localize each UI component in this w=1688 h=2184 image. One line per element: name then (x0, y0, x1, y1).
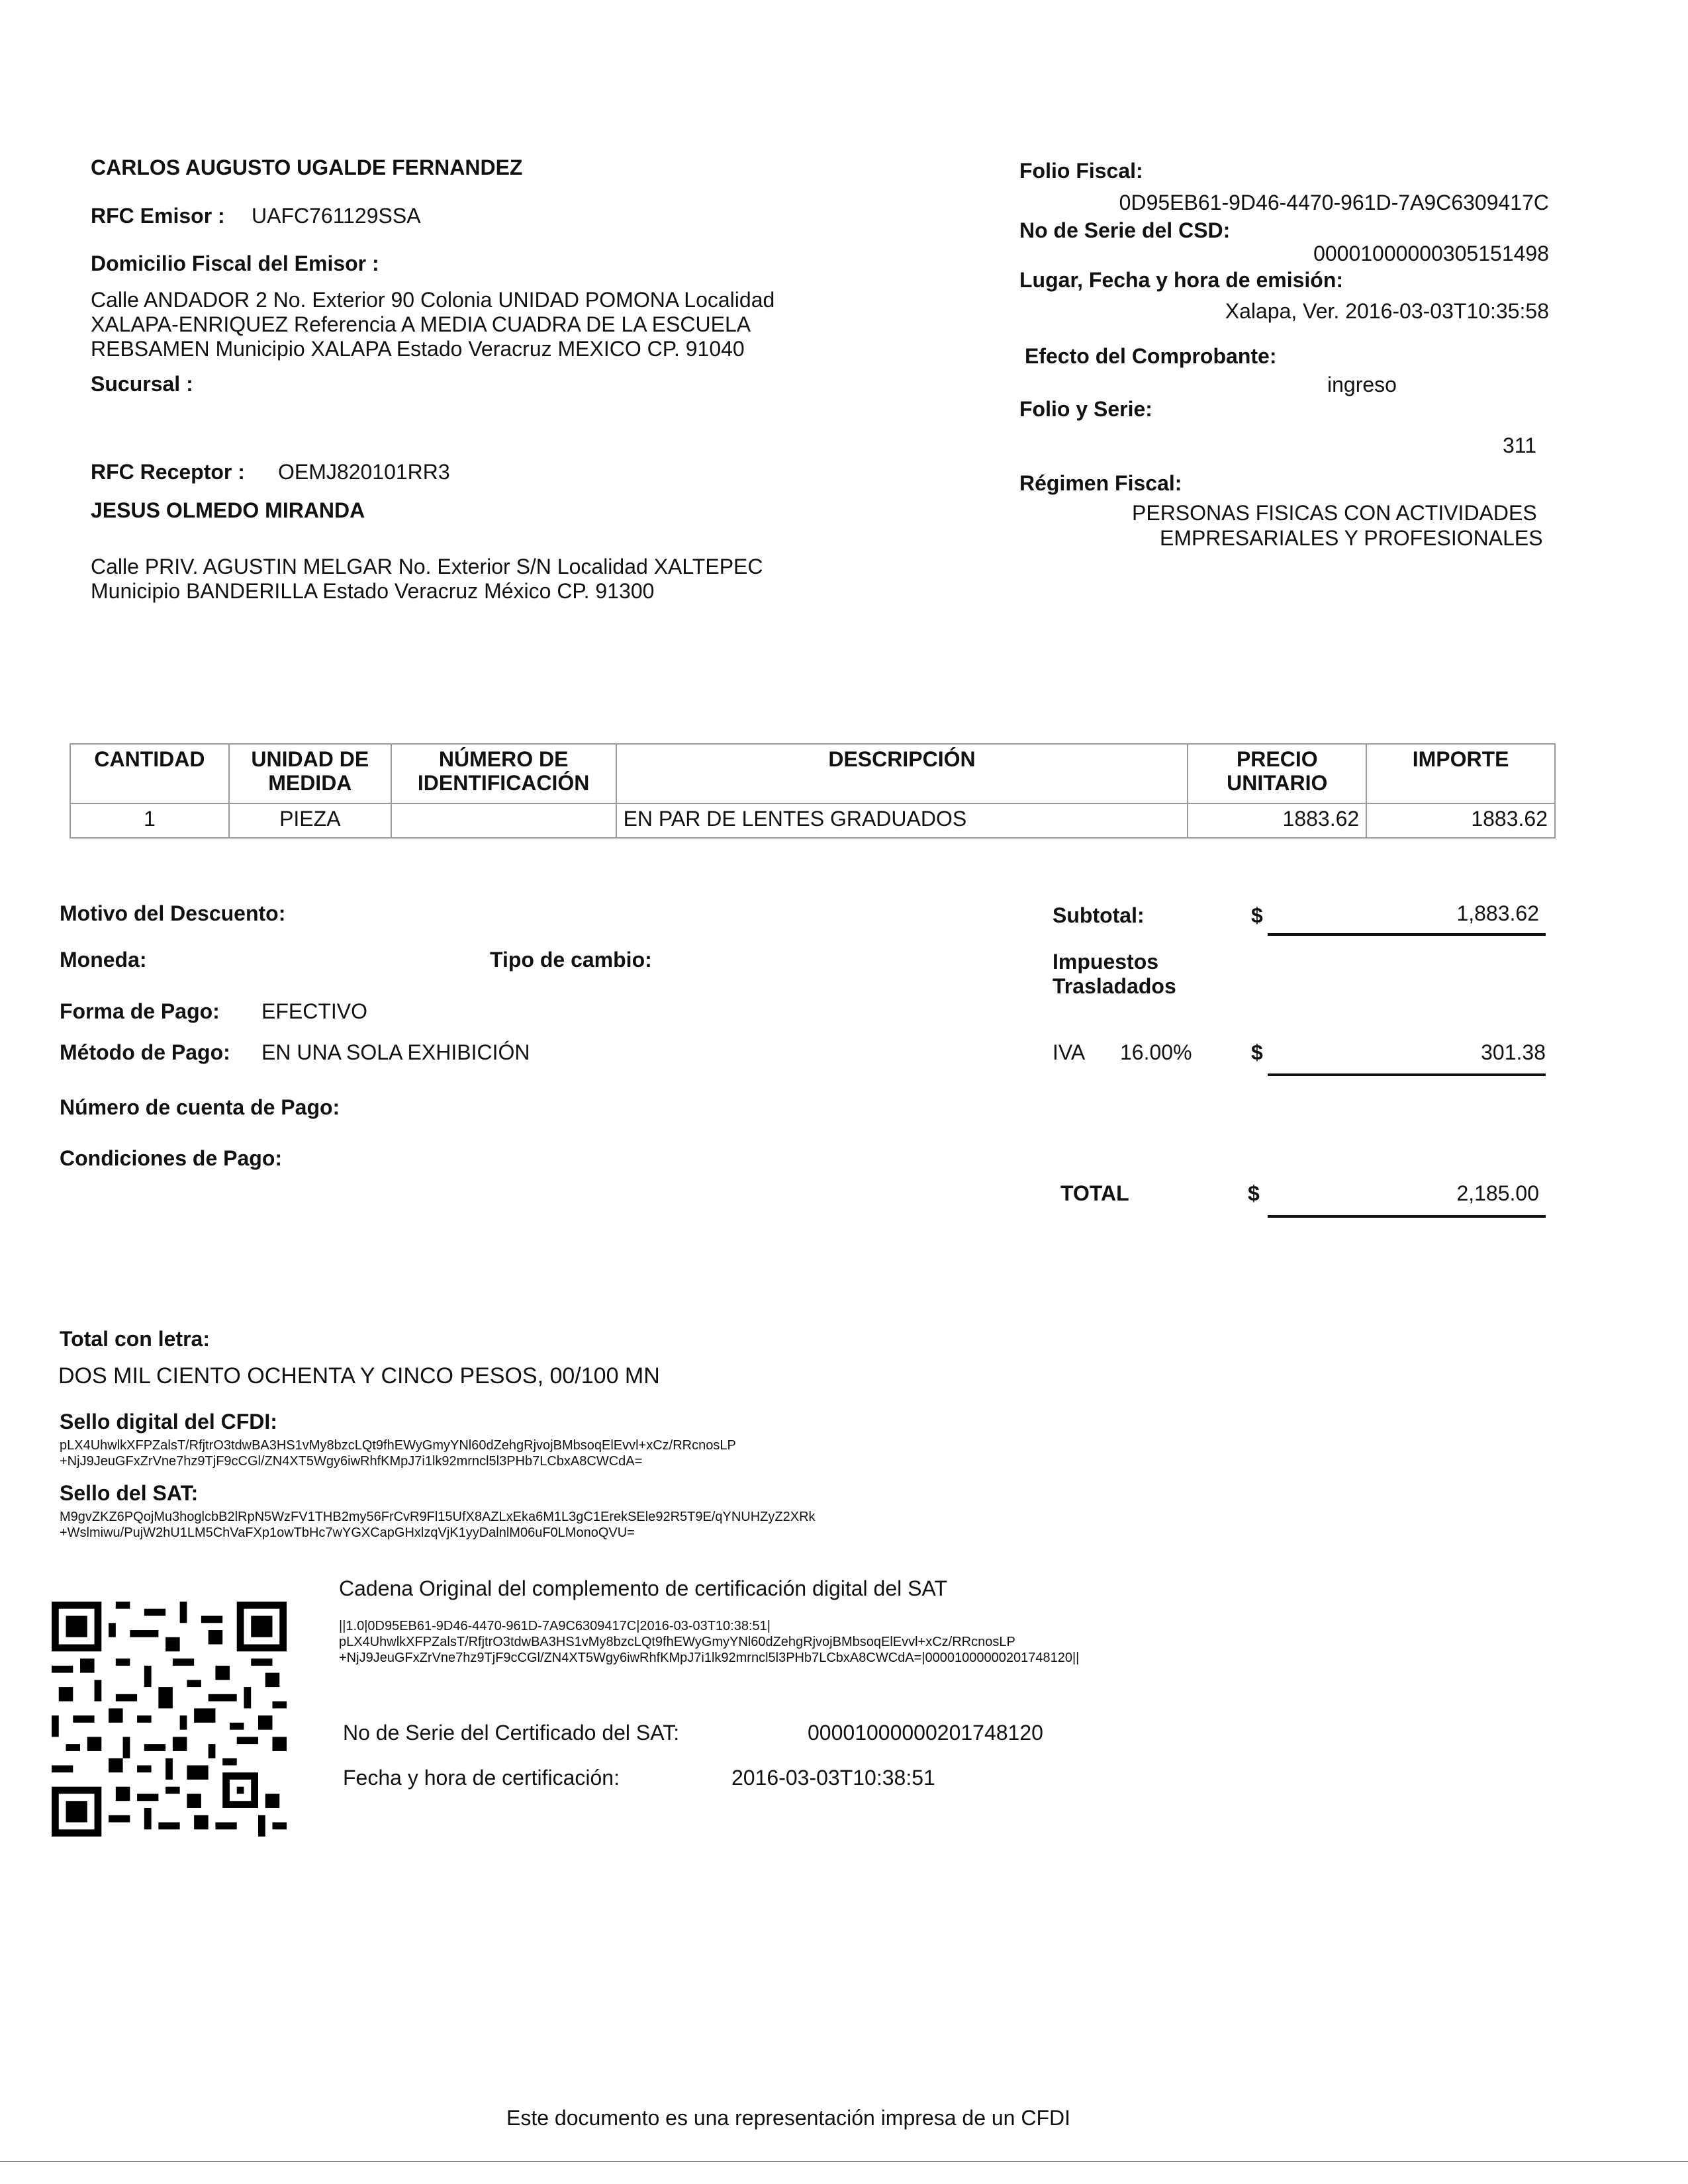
regimen-line-1: PERSONAS FISICAS CON ACTIVIDADES (1132, 501, 1537, 525)
subtotal-underline (1268, 933, 1546, 936)
header-precio: PRECIO UNITARIO (1188, 744, 1366, 803)
impuestos-label-2: Trasladados (1053, 974, 1176, 998)
cadena-value: ||1.0|0D95EB61-9D46-4470-961D-7A9C6309417C|2016-03-03T10:38:51| pLX4UhwlkXFPZalsT/RfjtrO3tdwBA3HS1vMy8bzcLQt9fhEWyGmyYNl60dZehgRjvojBMbsoqElEvvl+xCz/RRcnosLP +NjJ9JeuGFxZrVne7hz9TjF9cCGl/ZN4XT5Wgy6iwRhfKMpJ7i1lk92mrncl5l3PHb7LCbxA8CWCdA=|00001000000201748120|| (339, 1619, 1080, 1665)
fecha-certificacion-value: 2016-03-03T10:38:51 (731, 1766, 935, 1790)
folio-fiscal-label: Folio Fiscal: (1019, 159, 1143, 183)
total-letra-label: Total con letra: (60, 1327, 210, 1351)
rfc-receptor-value: OEMJ820101RR3 (278, 460, 450, 484)
iva-value: 301.38 (1481, 1040, 1546, 1064)
domicilio-emisor-label: Domicilio Fiscal del Emisor : (91, 251, 379, 275)
cell-precio: 1883.62 (1188, 803, 1366, 838)
total-label: TOTAL (1060, 1181, 1129, 1205)
sucursal-label: Sucursal : (91, 372, 193, 396)
rfc-receptor-label: RFC Receptor : (91, 460, 245, 484)
forma-pago-value: EFECTIVO (261, 999, 368, 1023)
header-unidad: UNIDAD DE MEDIDA (229, 744, 391, 803)
subtotal-label: Subtotal: (1053, 903, 1145, 927)
efecto-label: Efecto del Comprobante: (1025, 344, 1277, 368)
sello-sat-label: Sello del SAT: (60, 1481, 199, 1505)
subtotal-value: 1,883.62 (1456, 901, 1539, 925)
domicilio-receptor-value: Calle PRIV. AGUSTIN MELGAR No. Exterior S/N Localidad XALTEPEC Municipio BANDERILLA Estado Veracruz México CP. 91300 (91, 555, 763, 603)
footer-divider (0, 2161, 1688, 2162)
sello-cfdi-label: Sello digital del CFDI: (60, 1410, 277, 1433)
table-header-row (70, 744, 1555, 803)
total-letra-value: DOS MIL CIENTO OCHENTA Y CINCO PESOS, 00/100 MN (58, 1363, 660, 1388)
lugar-fecha-value: Xalapa, Ver. 2016-03-03T10:35:58 (1225, 299, 1549, 323)
total-currency: $ (1248, 1181, 1260, 1205)
cell-descripcion: EN PAR DE LENTES GRADUADOS (616, 803, 1188, 838)
header-numero: NÚMERO DE IDENTIFICACIÓN (391, 744, 616, 803)
sello-cfdi-value: pLX4UhwlkXFPZalsT/RfjtrO3tdwBA3HS1vMy8bzcLQt9fhEWyGmyYNl60dZehgRjvojBMbsoqElEvvl+xCz/RRcnosLP +NjJ9JeuGFxZrVne7hz9TjF9cCGl/ZN4XT5Wgy6iwRhfKMpJ7i1lk92mrncl5l3PHb7LCbxA8CWCdA= (60, 1438, 736, 1469)
cell-cantidad: 1 (70, 803, 229, 838)
cell-unidad: PIEZA (229, 803, 391, 838)
subtotal-currency: $ (1251, 903, 1263, 927)
header-descripcion: DESCRIPCIÓN (616, 744, 1188, 803)
footer-text: Este documento es una representación impresa de un CFDI (506, 2106, 1071, 2130)
forma-pago-label: Forma de Pago: (60, 999, 220, 1023)
serie-sat-label: No de Serie del Certificado del SAT: (343, 1721, 680, 1745)
table-row (70, 803, 1555, 838)
folio-fiscal-value: 0D95EB61-9D46-4470-961D-7A9C6309417C (1119, 191, 1549, 214)
impuestos-label-1: Impuestos (1053, 950, 1159, 974)
serie-csd-label: No de Serie del CSD: (1019, 218, 1231, 242)
iva-label: IVA (1053, 1040, 1086, 1064)
domicilio-emisor-value: Calle ANDADOR 2 No. Exterior 90 Colonia UNIDAD POMONA Localidad XALAPA-ENRIQUEZ Referencia A MEDIA CUADRA DE LA ESCUELA REBSAMEN Municipio XALAPA Estado Veracruz MEXICO CP. 91040 (91, 288, 775, 361)
receptor-nombre: JESUS OLMEDO MIRANDA (91, 498, 365, 522)
conceptos-table (70, 743, 1556, 839)
cuenta-pago-label: Número de cuenta de Pago: (60, 1095, 340, 1119)
condiciones-pago-label: Condiciones de Pago: (60, 1146, 283, 1170)
metodo-pago-value: EN UNA SOLA EXHIBICIÓN (261, 1040, 530, 1064)
serie-csd-value: 00001000000305151498 (1313, 242, 1549, 265)
efecto-value: ingreso (1327, 373, 1397, 396)
rfc-emisor-label: RFC Emisor : (91, 204, 225, 228)
total-value: 2,185.00 (1456, 1181, 1539, 1205)
motivo-descuento-label: Motivo del Descuento: (60, 901, 286, 925)
iva-underline (1268, 1073, 1546, 1076)
rfc-emisor-value: UAFC761129SSA (252, 204, 421, 228)
serie-sat-value: 00001000000201748120 (808, 1721, 1043, 1745)
regimen-label: Régimen Fiscal: (1019, 471, 1182, 495)
sello-sat-value: M9gvZKZ6PQojMu3hoglcbB2lRpN5WzFV1THB2my56FrCvR9Fl15UfX8AZLxEka6M1L3gC1ErekSEle92R5T9E/qYNUHZyZ2XRk +Wslmiwu/PujW2hU1LM5ChVaFXp1owTbHc7wYGXCapGHxlzqVjK1yyDalnlM06uF0LMonoQVU= (60, 1510, 816, 1540)
tipo-cambio-label: Tipo de cambio: (490, 948, 652, 972)
folio-serie-value: 311 (1503, 433, 1537, 457)
total-underline (1268, 1215, 1546, 1218)
qr-code-icon (52, 1602, 287, 1837)
iva-rate: 16.00% (1120, 1040, 1192, 1064)
header-cantidad: CANTIDAD (70, 744, 229, 803)
emisor-nombre: CARLOS AUGUSTO UGALDE FERNANDEZ (91, 156, 523, 179)
cell-importe: 1883.62 (1366, 803, 1555, 838)
cell-numero (391, 803, 616, 838)
lugar-fecha-label: Lugar, Fecha y hora de emisión: (1019, 268, 1344, 292)
header-importe: IMPORTE (1366, 744, 1555, 803)
regimen-line-2: EMPRESARIALES Y PROFESIONALES (1160, 526, 1543, 550)
folio-serie-label: Folio y Serie: (1019, 397, 1152, 421)
fecha-certificacion-label: Fecha y hora de certificación: (343, 1766, 620, 1790)
iva-currency: $ (1251, 1040, 1263, 1064)
metodo-pago-label: Método de Pago: (60, 1040, 230, 1064)
moneda-label: Moneda: (60, 948, 147, 972)
cadena-label: Cadena Original del complemento de certificación digital del SAT (339, 1576, 947, 1600)
